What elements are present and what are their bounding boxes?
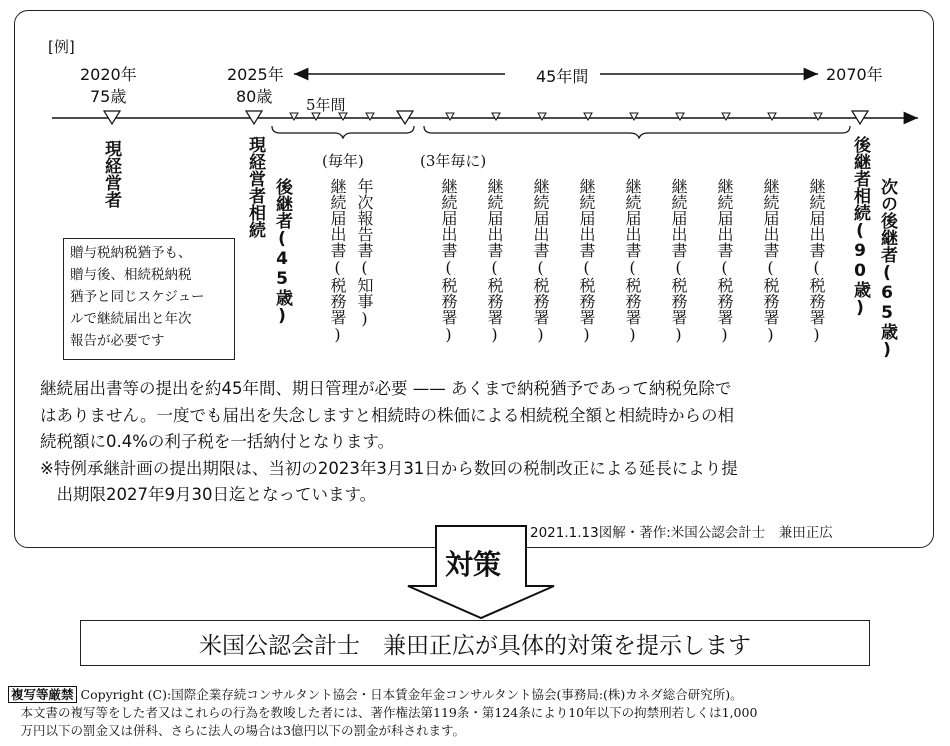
next-successor-label: 次の後継者(65歳) (877, 178, 897, 360)
span-45-label: 45年間 (532, 64, 592, 87)
every-year-label: (毎年) (322, 152, 364, 170)
body-line: 継続届出書等の提出を約45年間、期日管理が必要 —— あくまで納税猶予であって納税免除で (40, 379, 732, 398)
span-5-label: 5年間 (306, 96, 346, 114)
filing-first: 継続届出書(税務署) (328, 178, 347, 344)
filing-6: 継続届出書(税務署) (669, 178, 688, 344)
current-ceo-inherit-label: 現経営者相続 (245, 136, 265, 238)
example-label: [例] (48, 38, 75, 56)
note-line: 贈与後、相続税納税 (70, 267, 192, 283)
note-line: ルで継続届出と年次 (70, 311, 192, 327)
age-75-label: 75歳 (90, 87, 127, 106)
credit-line: 2021.1.13図解・著作:米国公認会計士 兼田正広 (530, 525, 833, 541)
copyright-line: 本文書の複写等をした者又はこれらの行為を教唆した者には、著作権法第119条・第124条により10年以下の拘禁刑若しくは1,000 (8, 705, 758, 720)
countermeasure-label: 対策 (442, 543, 504, 583)
every-3-years-label: (3年毎に) (420, 152, 487, 170)
successor-label: 後継者(45歳) (272, 178, 292, 326)
brace-3yr (424, 126, 850, 138)
note-line: 報告が必要です (70, 333, 165, 349)
year-2020-label: 2020年 (80, 65, 137, 84)
copyright-line: 万円以下の罰金又は併科、さらに法人の場合は3億円以下の罰金が科されます。 (8, 723, 465, 738)
copyright-footer (8, 686, 943, 740)
filing-3: 継続届出書(税務署) (531, 178, 550, 344)
age-80-label: 80歳 (236, 87, 273, 106)
copyright-line: Copyright (C):国際企業存続コンサルタント協会・日本賃金年金コンサルタント協会(事務局:(株)カネダ総合研究所)。 (80, 687, 743, 702)
filing-2: 継続届出書(税務署) (485, 178, 504, 344)
filing-7: 継続届出書(税務署) (715, 178, 734, 344)
filing-1: 継続届出書(税務署) (439, 178, 458, 344)
note-line: 贈与税納税猶予も、 (70, 245, 192, 261)
brace-5yr (272, 126, 414, 138)
body-line: ※特例承継計画の提出期限は、当初の2023年3月31日から数回の税制改正による延長により提 (40, 458, 738, 478)
successor-inherit-label: 後継者相続(90歳) (850, 136, 870, 318)
body-line: 出期限2027年9月30日迄となっています。 (40, 485, 377, 504)
year-2070-label: 2070年 (826, 65, 883, 84)
body-line: 続税額に0.4%の利子税を一括納付となります。 (40, 432, 395, 451)
filing-5: 継続届出書(税務署) (623, 178, 642, 344)
current-ceo-label: 現経営者 (101, 140, 121, 208)
annual-report-label: 年次報告書(知事) (355, 178, 374, 328)
copyright-tag: 複写等厳禁 (8, 686, 77, 703)
filing-4: 継続届出書(税務署) (577, 178, 596, 344)
note-line: 猶予と同じスケジュー (70, 289, 205, 305)
gift-tax-note (63, 238, 235, 360)
cta-text: 米国公認会計士 兼田正広が具体的対策を提示します (199, 632, 751, 659)
filing-9: 継続届出書(税務署) (807, 178, 826, 344)
body-paragraph (40, 376, 920, 509)
year-2025-label: 2025年 (227, 65, 284, 84)
cta-banner (80, 620, 870, 666)
body-line: はありません。一度でも届出を失念しますと相続時の株価による相続税全額と相続時からの相 (40, 405, 734, 425)
yearly-ticks (290, 113, 822, 120)
filing-8: 継続届出書(税務署) (761, 178, 780, 344)
